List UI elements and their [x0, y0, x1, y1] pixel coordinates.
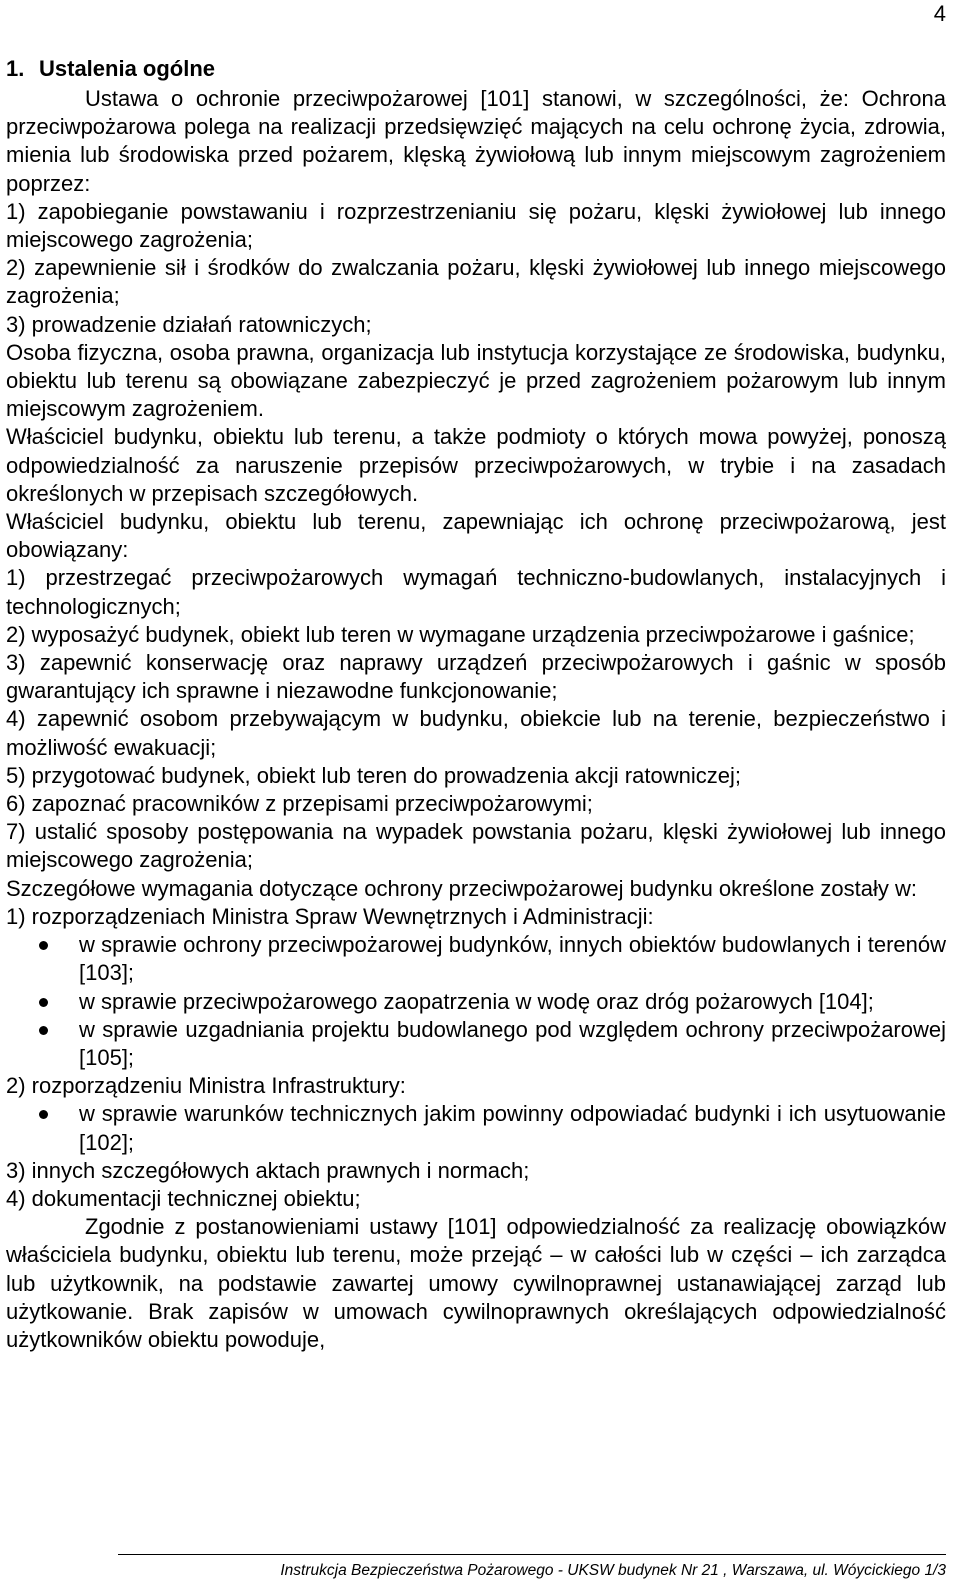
list-item: 1) rozporządzeniach Ministra Spraw Wewnętrznych i Administracji: [6, 903, 654, 929]
bullet-icon [39, 998, 48, 1007]
bullet-item: w sprawie uzgadniania projektu budowlanego pod względem ochrony przeciwpożarowej [105]; [6, 1016, 946, 1072]
section-title: Ustalenia ogólne [39, 56, 216, 81]
paragraph: Właściciel budynku, obiektu lub terenu, a także podmioty o których mowa powyżej, ponoszą odpowiedzialność za naruszenie przepisów przeciwpożarowych, w trybie i na zasadach określonych w przepisach szczegółowych. [6, 424, 946, 506]
list-item: 4) zapewnić osobom przebywającym w budynku, obiekcie lub na terenie, bezpieczeństwo i możliwość ewakuacji; [6, 706, 946, 760]
bullet-icon [39, 1110, 48, 1119]
list-item: 2) rozporządzeniu Ministra Infrastruktury: [6, 1073, 406, 1099]
bullet-item: w sprawie przeciwpożarowego zaopatrzenia w wodę oraz dróg pożarowych [104]; [6, 988, 946, 1016]
bullet-item: w sprawie warunków technicznych jakim powinny odpowiadać budynki i ich usytuowanie [102]; [6, 1100, 946, 1156]
list-item: 4) dokumentacji technicznej obiektu; [6, 1185, 361, 1211]
bullet-icon [39, 941, 48, 950]
list-item: 3) prowadzenie działań ratowniczych; [6, 311, 372, 337]
paragraph: Szczegółowe wymagania dotyczące ochrony przeciwpożarowej budynku określone zostały w: [6, 875, 918, 901]
list-item: 5) przygotować budynek, obiekt lub teren do prowadzenia akcji ratowniczej; [6, 762, 741, 788]
bullet-item: w sprawie ochrony przeciwpożarowej budynków, innych obiektów budowlanych i terenów [103]; [6, 931, 946, 987]
section-number: 1. [6, 56, 25, 81]
footer-divider [118, 1554, 946, 1555]
bullet-list [6, 1100, 946, 1156]
page-number: 4 [933, 1, 946, 26]
list-item: 2) zapewnienie sił i środków do zwalczania pożaru, klęski żywiołowej lub innego miejscowego zagrożenia; [6, 255, 946, 309]
paragraph: Osoba fizyczna, osoba prawna, organizacja lub instytucja korzystające ze środowiska, budynku, obiektu lub terenu są obowiązane zabezpieczyć je przed zagrożeniem pożarowym lub innym miejscowym zagrożeniem. [6, 339, 946, 422]
section-heading [6, 55, 946, 83]
intro-paragraph: Ustawa o ochronie przeciwpożarowej [101] stanowi, w szczególności, że: Ochrona przeciwpożarowa polega na realizacji przedsięwzięć mających na celu ochronę życia, zdrowia, mienia lub środowiska przed pożarem, klęską żywiołową lub innym miejscowym zagrożeniem poprzez: [6, 86, 946, 196]
paragraph: Właściciel budynku, obiektu lub terenu, zapewniając ich ochronę przeciwpożarową, jest obowiązany: [6, 509, 946, 563]
list-item: 7) ustalić sposoby postępowania na wypadek powstania pożaru, klęski żywiołowej lub innego miejscowego zagrożenia; [6, 819, 946, 873]
bullet-icon [39, 1026, 48, 1035]
list-item: 1) zapobieganie powstawaniu i rozprzestrzenianiu się pożaru, klęski żywiołowej lub innego miejscowego zagrożenia; [6, 198, 946, 253]
page-footer: Instrukcja Bezpieczeństwa Pożarowego - UKSW budynek Nr 21 , Warszawa, ul. Wóycickiego 1/3 [280, 1562, 946, 1579]
document-body [6, 55, 946, 1354]
list-item: 1) przestrzegać przeciwpożarowych wymagań techniczno-budowlanych, instalacyjnych i technologicznych; [6, 565, 946, 619]
bullet-list [6, 931, 946, 1072]
list-item: 2) wyposażyć budynek, obiekt lub teren w wymagane urządzenia przeciwpożarowe i gaśnice; [6, 621, 915, 647]
list-item: 3) zapewnić konserwację oraz naprawy urządzeń przeciwpożarowych i gaśnic w sposób gwarantujący ich sprawne i niezawodne funkcjonowanie; [6, 650, 946, 704]
list-item: 6) zapoznać pracowników z przepisami przeciwpożarowymi; [6, 791, 593, 817]
closing-paragraph: Zgodnie z postanowieniami ustawy [101] odpowiedzialność za realizację obowiązków właściciela budynku, obiektu lub terenu, może przejąć – w całości lub w części – ich zarządca lub użytkownik, na podstawie zawartej umowy cywilnoprawnej ustanawiającej zarząd lub użytkowanie. Brak zapisów w umowach cywilnoprawnych określających odpowiedzialność użytkowników obiektu powoduje, [6, 1214, 946, 1352]
list-item: 3) innych szczegółowych aktach prawnych i normach; [6, 1157, 530, 1183]
